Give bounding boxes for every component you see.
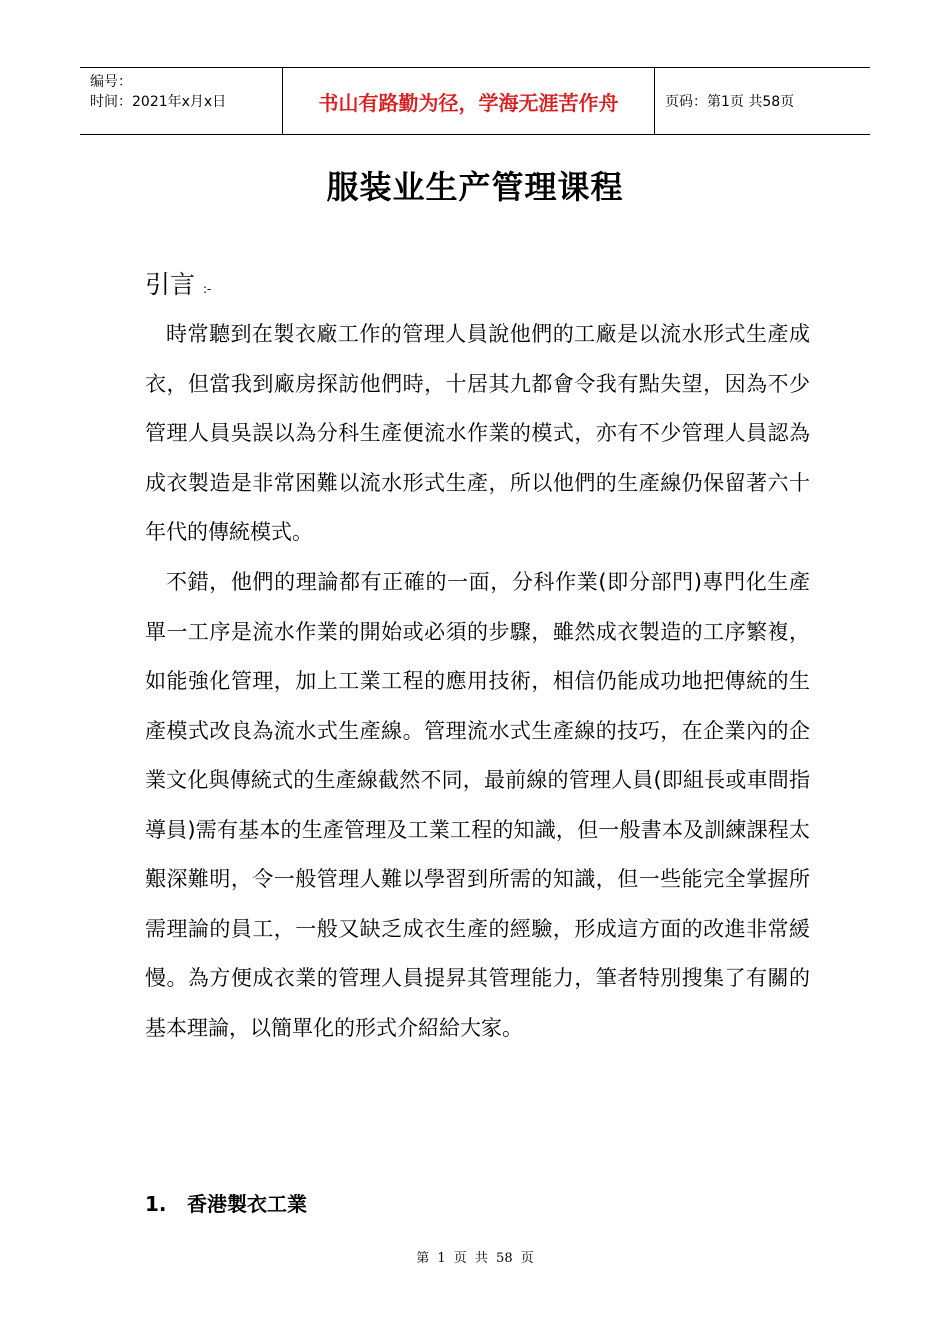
intro-paragraph-2: 不錯，他們的理論都有正確的一面，分科作業(即分部門)專門化生產單一工序是流水作業的開始或必須的步驟，雖然成衣製造的工序繁複，如能強化管理，加上工業工程的應用技術，相信仍能成功地把傳統的生產模式改良為流水式生產線。管理流水式生產線的技巧，在企業內的企業文化與傳統式的生產線截然不同，最前線的管理人員(即組長或車間指導員)需有基本的生產管理及工業工程的知識，但一般書本及訓練課程太艱深難明，令一般管理人難以學習到所需的知識，但一些能完全掌握所需理論的員工，一般又缺乏成衣生產的經驗，形成這方面的改進非常緩慢。為方便成衣業的管理人員提昇其管理能力，筆者特別搜集了有關的基本理論，以簡單化的形式介紹給大家。 (145, 570, 810, 1040)
header-meta (80, 68, 282, 134)
page-header (80, 67, 870, 135)
section-number: 1. (145, 1192, 167, 1216)
document-number-label: 编号： (90, 74, 132, 90)
section-title: 香港製衣工業 (187, 1192, 307, 1216)
intro-heading-suffix: :- (203, 282, 212, 296)
header-page-code: 页码：第1页 共58页 (665, 94, 795, 110)
page-footer: 第 1 页 共 58 页 (416, 1251, 534, 1266)
document-title: 服装业生产管理课程 (326, 168, 624, 206)
intro-heading (145, 265, 211, 301)
intro-paragraph-1: 時常聽到在製衣廠工作的管理人員說他們的工廠是以流水形式生產成衣，但當我到廠房探訪他們時，十居其九都會令我有點失望，因為不少管理人員吳誤以為分科生產便流水作業的模式，亦有不少管理人員認為成衣製造是非常困難以流水形式生產，所以他們的生產線仍保留著六十年代的傳統模式。 (145, 322, 810, 544)
document-time-label: 时间：2021年x月x日 (90, 94, 227, 110)
intro-heading-text: 引言 (145, 270, 196, 299)
section-heading-1 (145, 1188, 307, 1217)
header-motto: 书山有路勤为径，学海无涯苦作舟 (282, 68, 655, 134)
